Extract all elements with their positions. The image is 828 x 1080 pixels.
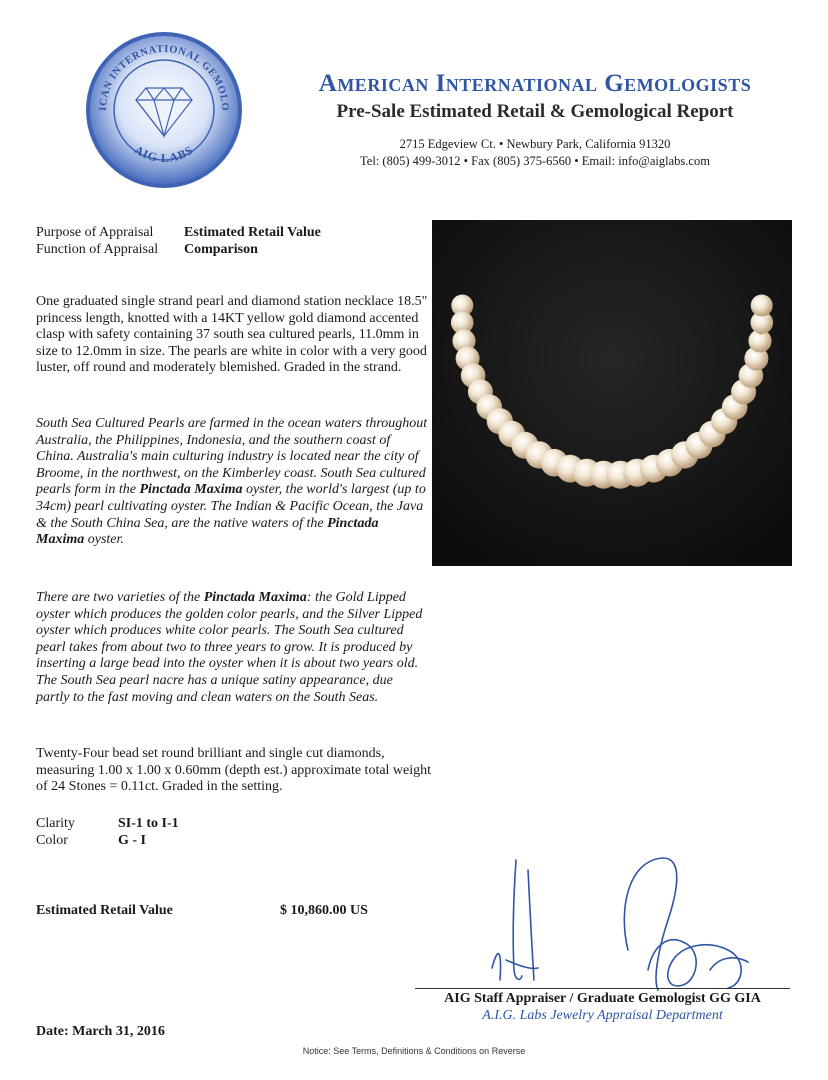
diamond-grades [36,815,179,849]
retail-amount: $ 10,860.00 US [280,903,368,918]
pearl [751,295,773,317]
pearl-varieties-paragraph [36,590,428,706]
necklace-photo [432,220,792,566]
estimated-retail-value [36,903,368,919]
company-contact: Tel: (805) 499-3012 • Fax (805) 375-6560 • Email: info@aiglabs.com [360,154,710,168]
p2-species-a: Pinctada Maxima [139,482,243,498]
appraisal-purpose [36,224,321,258]
clarity-value: SI-1 to I-1 [118,816,179,831]
seal-bottom-text: AIG LABS [131,142,197,166]
company-name: American International Gemologists [318,70,752,97]
p3-species: Pinctada Maxima [203,590,307,605]
p2-text-e: oyster. [84,532,124,548]
color-label: Color [36,833,68,848]
letterhead [255,70,815,169]
purpose-value: Estimated Retail Value [184,225,321,240]
diamond-description: Twenty-Four bead set round brilliant and single cut diamonds, measuring 1.00 x 1.00 x 0.60mm (depth est.) approximate total weight of 24 Stones = 0.11ct. Graded in the setting. [36,746,432,795]
report-date: Date: March 31, 2016 [36,1024,165,1039]
p2-text-a: South Sea Cultured Pearls are farmed in the ocean waters throughout Australia, the Philippines, Indonesia, and the southern coast of China. Australia's main culturing industry is located near the city of Broome, in the northwest, on the Kimberley coast. South Sea cultured pearls form in the [36,416,428,498]
p3-text-c: : the Gold Lipped oyster which produces the golden color pearls, and the Silver Lipped oyster which produces white color pearls. The South Sea cultured pearl takes from about two to three years to grow. It is produced by inserting a large bead into the oyster when it is about two years old. The South Sea pearl nacre has a unique satiny appearance, due partly to the fast moving and clean waters on the South Seas. [36,590,423,705]
color-value: G - I [118,833,146,848]
p3-text-a: There are two varieties of the [36,590,204,605]
pearl-origin-paragraph [36,416,428,549]
function-value: Comparison [184,242,258,257]
seal-top-text: ICAN INTERNATIONAL GEMOLO [97,43,231,112]
clarity-label: Clarity [36,816,75,831]
retail-label: Estimated Retail Value [36,903,173,918]
appraiser-title: AIG Staff Appraiser / Graduate Gemologist GG GIA [444,991,761,1006]
terms-notice: Notice: See Terms, Definitions & Conditions on Reverse [302,1046,526,1056]
aig-seal-logo [84,30,244,190]
company-address: 2715 Edgeview Ct. • Newbury Park, California 91320 [399,137,671,151]
appraisal-department: A.I.G. Labs Jewelry Appraisal Department [482,1008,723,1023]
p2-species-b: Pinctada Maxima [36,515,379,548]
signature-line [415,988,790,989]
appraiser-signature [478,850,778,1000]
purpose-label: Purpose of Appraisal [36,225,154,240]
function-label: Function of Appraisal [36,242,159,257]
p2-text-c: oyster, the world's largest (up to 34cm) pearl cultivating oyster. The Indian & Pacific Ocean, the Java & the South China Sea, are the native waters of the [36,482,426,531]
item-description: One graduated single strand pearl and diamond station necklace 18.5" princess length, knotted with a 14KT yellow gold diamond accented clasp with safety containing 37 south sea cultured pearls, 11.0mm in size to 12.0mm in size. The pearls are white in color with a very good luster, off round and moderately blemished. Graded in the strand. [36,294,428,376]
report-title: Pre-Sale Estimated Retail & Gemological Report [336,101,734,122]
